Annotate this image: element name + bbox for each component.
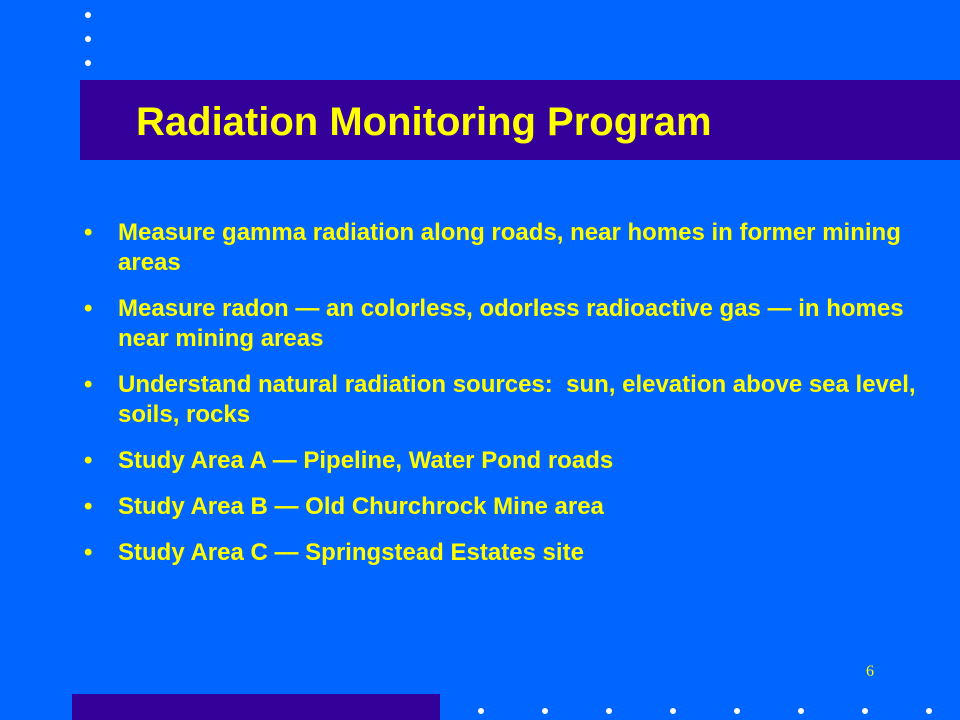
bullet-list	[82, 218, 922, 584]
bullet-text: Study Area B — Old Churchrock Mine area	[118, 493, 604, 520]
decor-dot	[798, 708, 804, 714]
decor-dot	[734, 708, 740, 714]
decor-dot	[862, 708, 868, 714]
bullet-mark: •	[84, 219, 93, 246]
footer-band	[72, 694, 440, 720]
decor-dot	[606, 708, 612, 714]
page-number: 6	[866, 663, 874, 680]
bullet-item	[82, 370, 922, 430]
bullet-item	[82, 218, 922, 278]
decor-dot	[85, 12, 91, 18]
decor-dot	[926, 708, 932, 714]
bullet-mark: •	[84, 539, 93, 566]
bullet-text: Measure gamma radiation along roads, near homes in former mining areas	[118, 219, 901, 276]
bullet-item	[82, 492, 922, 522]
bullet-mark: •	[84, 493, 93, 520]
bullet-mark: •	[84, 371, 93, 398]
bullet-text: Measure radon — an colorless, odorless radioactive gas — in homes near mining areas	[118, 295, 904, 352]
decor-dot	[85, 60, 91, 66]
decor-dot	[542, 708, 548, 714]
bullet-text: Study Area C — Springstead Estates site	[118, 539, 584, 566]
bullet-text: Understand natural radiation sources: sun, elevation above sea level, soils, rocks	[118, 371, 923, 428]
decor-dot	[478, 708, 484, 714]
bullet-item	[82, 294, 922, 354]
bullet-text: Study Area A — Pipeline, Water Pond roads	[118, 447, 614, 474]
bullet-item	[82, 538, 922, 568]
decor-dot	[85, 36, 91, 42]
decor-dot	[670, 708, 676, 714]
bullet-item	[82, 446, 922, 476]
slide-title: Radiation Monitoring Program	[136, 100, 712, 144]
bullet-mark: •	[84, 447, 93, 474]
bullet-mark: •	[84, 295, 93, 322]
